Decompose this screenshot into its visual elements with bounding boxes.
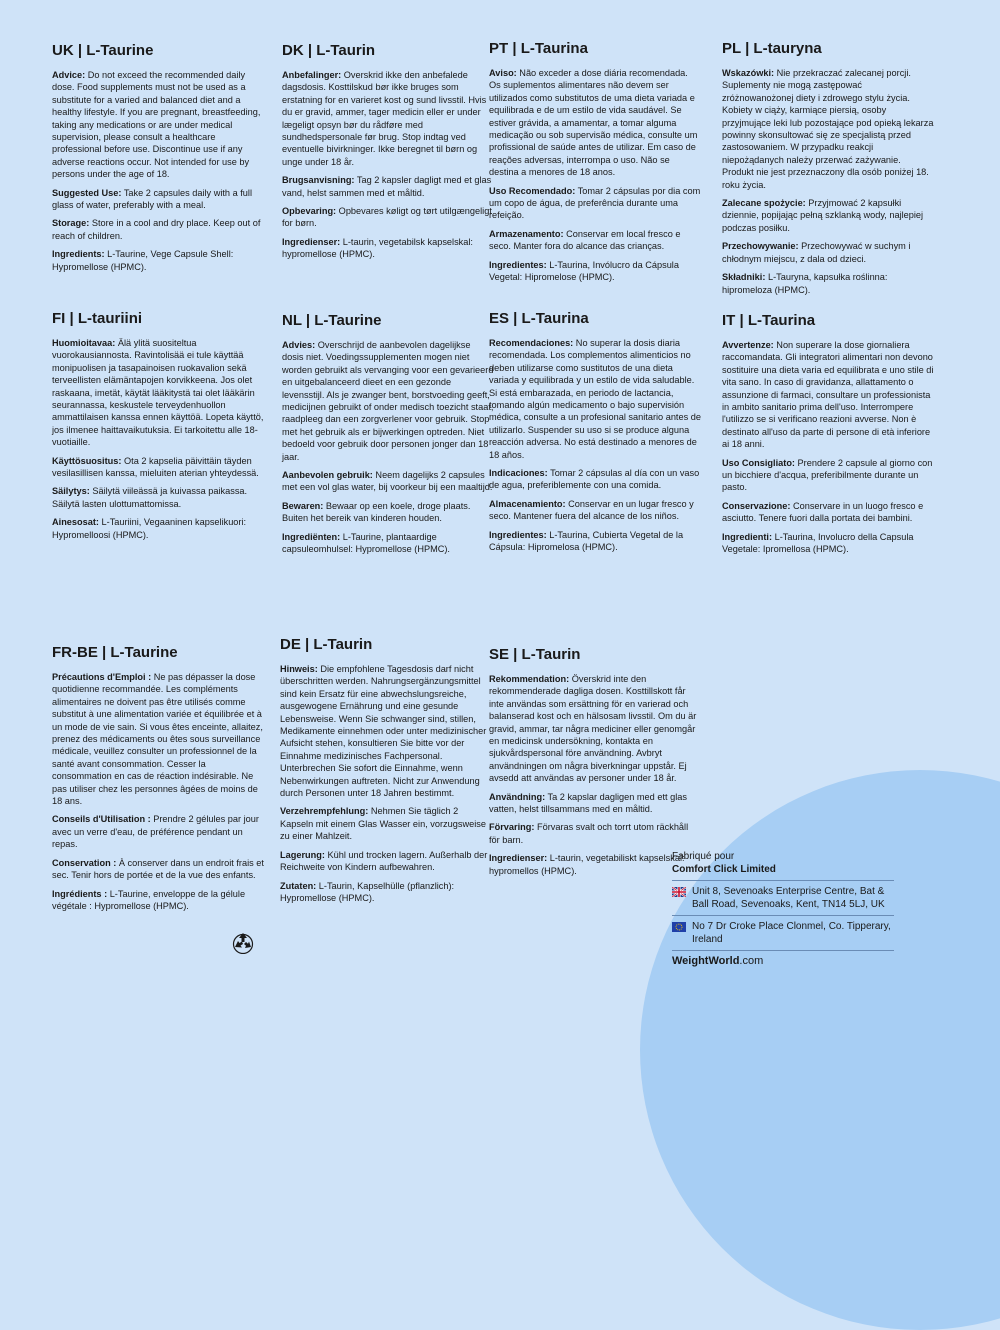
section-heading: FR-BE | L-Taurine — [52, 644, 178, 661]
uk-address: Unit 8, Sevenoaks Enterprise Centre, Bat & Ball Road, Sevenoaks, Kent, TN14 5LJ, UK — [692, 886, 885, 910]
section-se — [489, 646, 701, 883]
paragraph-label: Käyttösuositus: — [52, 455, 122, 466]
paragraph-label: Précautions d'Emploi : — [52, 672, 152, 682]
paragraph-label: Ingrédients : — [52, 888, 108, 899]
paragraph-text: Förvaras svalt och torrt utom räckhåll för barn. — [489, 822, 689, 845]
section-paragraph — [282, 205, 494, 230]
section-paragraph — [282, 469, 494, 494]
paragraph-label: Förvaring: — [489, 822, 535, 833]
paragraph-label: Zalecane spożycie: — [722, 198, 806, 209]
paragraph-label: Suggested Use: — [52, 187, 122, 198]
paragraph-label: Hinweis: — [280, 664, 318, 674]
paragraph-label: Opbevaring: — [282, 206, 337, 217]
paragraph-label: Składniki: — [722, 272, 766, 283]
paragraph-text: Conservar em local fresco e seco. Manter fora do alcance das crianças. — [489, 228, 681, 252]
website[interactable] — [672, 950, 894, 968]
section-paragraph — [280, 880, 492, 905]
paragraph-text: Nehmen Sie täglich 2 Kapseln mit einem Glas Wasser ein, vorzugsweise zu einer Mahlzeit. — [280, 806, 486, 842]
paragraph-text: Die empfohlene Tagesdosis darf nicht überschritten werden. Nahrungsergänzungsmittel sind kein Ersatz für eine abwechslungsreiche, ausgewogene Ernährung und eine gesunde Lebensweise. Wenn Sie schwanger sind, stillen, Medikamente einnehmen oder unter medizinischer Aufsicht stehen, konsultieren Sie bitte vor der Einnahme medizinisches Fachpersonal. Unterbrechen Sie sofort die Einnahme, wenn Nebenwirkungen auftreten. Nicht zur Anwendung durch Personen unter 18 Jahren bestimmt. — [280, 664, 487, 799]
section-paragraph — [52, 516, 264, 541]
section-paragraph — [489, 467, 701, 492]
paragraph-label: Wskazówki: — [722, 68, 775, 78]
paragraph-text: L-Tauriini, Vegaaninen kapselikuori: Hypromelloosi (HPMC). — [52, 517, 247, 540]
section-it — [722, 312, 934, 562]
section-heading: DE | L-Taurin — [280, 636, 373, 653]
section-fr-be — [52, 644, 264, 918]
paragraph-label: Anbefalinger: — [282, 70, 342, 80]
paragraph-text: Opbevares køligt og tørt utilgængeligt for børn. — [282, 206, 492, 229]
paragraph-text: Overskrid ikke den anbefalede dagsdosis. Kosttilskud bør ikke bruges som erstatning for en varieret kost og sund livsstil. Hvis du er gravid, ammer, tager medicin eller er under lægeligt opsyn bør du rådføre med sundhedspersonale før brug. Stop indtag ved eventuelle bivirkninger. Ikke beregnet til børn og unge under 18 år. — [282, 70, 487, 167]
section-paragraph — [52, 69, 264, 181]
paragraph-text: L-Taurina, Invólucro da Cápsula Vegetal: Hipromelose (HPMC). — [489, 259, 679, 283]
section-paragraph — [489, 498, 701, 523]
eu-address-row — [672, 915, 894, 950]
section-paragraph — [722, 531, 934, 556]
paragraph-text: Przyjmować 2 kapsułki dziennie, popijając pełną szklanką wody, najlepiej podczas posiłku. — [722, 198, 924, 233]
paragraph-label: Ingredientes: — [489, 529, 547, 540]
section-heading: UK | L-Taurine — [52, 42, 154, 59]
paragraph-text: Não exceder a dose diária recomendada. Os suplementos alimentares não devem ser utilizados como substitutos de uma dieta variada e equilibrada e de um estilo de vida saudável. Se estiver grávida, a amamentar, a tomar alguma medicação ou sob supervisão médica, consulte um profissional de saúde antes de utilizar. Em caso de reações adversas, interrompa o uso. Não se destina a menores de 18 anos. — [489, 68, 698, 178]
paragraph-label: Ainesosat: — [52, 517, 99, 528]
section-paragraph — [282, 531, 494, 556]
paragraph-label: Aviso: — [489, 68, 517, 78]
section-pl — [722, 40, 934, 302]
paragraph-text: L-Taurina, Involucro della Capsula Vegetale: Ipromellosa (HPMC). — [722, 531, 914, 555]
paragraph-label: Verzehrempfehlung: — [280, 806, 369, 817]
paragraph-label: Recomendaciones: — [489, 338, 574, 348]
paragraph-text: Säilytä viileässä ja kuivassa paikassa. Säilytä lasten ulottumattomissa. — [52, 486, 248, 509]
section-paragraph — [280, 805, 492, 842]
paragraph-text: Kühl und trocken lagern. Außerhalb der Reichweite von Kindern aufbewahren. — [280, 849, 488, 873]
section-paragraph — [282, 69, 494, 168]
section-dk — [282, 42, 494, 267]
paragraph-text: Överskrid inte den rekommenderade dagliga dosen. Kosttillskott får inte användas som ersättning för en varierad och balanserad kost och en hälsosam livsstil. Om du är gravid, ammar, tar några mediciner eller genomgår en medicinsk undersökning, kontakta en sjukvårdspersonal före användning. Avbryt användningen om några biverkningar uppstår. Ej avsedd att användas av personer under 18 år. — [489, 674, 697, 784]
section-paragraph — [722, 271, 934, 296]
paragraph-text: Prendere 2 capsule al giorno con un bicchiere d'acqua, preferibilmente durante un pasto. — [722, 457, 933, 493]
section-paragraph — [489, 673, 701, 785]
section-paragraph — [489, 852, 701, 877]
paragraph-label: Brugsanvisning: — [282, 175, 355, 186]
section-paragraph — [722, 240, 934, 265]
section-heading: NL | L-Taurine — [282, 312, 382, 329]
eu-address: No 7 Dr Croke Place Clonmel, Co. Tipperary, Ireland — [692, 921, 891, 945]
section-uk — [52, 42, 264, 279]
section-paragraph — [489, 337, 701, 461]
paragraph-label: Ingredienser: — [489, 853, 548, 864]
paragraph-text: No superar la dosis diaria recomendada. Los complementos alimenticios no deben utilizarse como sustitutos de una dieta variada y equilibrada y un estilo de vida saludable. Si está embarazada, en periodo de lactancia, tomando algún medicamento o bajo supervisión médica, consulte a un profesional sanitario antes de utilizarlo. Suspender su uso si se produce alguna reacción adversa. No está destinado a menores de 18 años. — [489, 338, 701, 460]
paragraph-label: Conseils d'Utilisation : — [52, 814, 151, 825]
section-paragraph — [282, 500, 494, 525]
section-pt — [489, 40, 701, 290]
paragraph-text: L-taurin, vegetabiliskt kapselskal: hypromellos (HPMC). — [489, 853, 685, 876]
paragraph-label: Advice: — [52, 70, 86, 80]
recycle-icon — [231, 930, 255, 954]
paragraph-text: Ta 2 kapslar dagligen med ett glas vatten, helst tillsammans med en måltid. — [489, 791, 687, 815]
paragraph-label: Ingredienti: — [722, 531, 773, 542]
section-nl — [282, 312, 494, 562]
section-paragraph — [489, 67, 701, 179]
section-heading: FI | L-tauriini — [52, 310, 143, 327]
website-brand: WeightWorld — [672, 955, 740, 967]
paragraph-text: L-Taurina, Cubierta Vegetal de la Cápsula: Hipromelosa (HPMC). — [489, 529, 684, 553]
section-paragraph — [282, 236, 494, 261]
paragraph-label: Användning: — [489, 791, 546, 802]
paragraph-label: Storage: — [52, 218, 90, 229]
section-paragraph — [722, 67, 934, 191]
paragraph-label: Bewaren: — [282, 500, 324, 511]
section-paragraph — [52, 857, 264, 882]
paragraph-text: L-Taurin, Kapselhülle (pflanzlich): Hypromellose (HPMC). — [280, 880, 455, 903]
paragraph-label: Säilytys: — [52, 486, 90, 497]
paragraph-text: L-taurin, vegetabilsk kapselskal: hypromellose (HPMC). — [282, 236, 473, 260]
paragraph-label: Ingredienser: — [282, 236, 341, 247]
section-paragraph — [52, 455, 264, 480]
paragraph-text: Do not exceed the recommended daily dose. Food supplements must not be used as a substitute for a varied and balanced diet and a healthy lifestyle. If you are pregnant, breastfeeding, taking any medications or are under medical supervision, please consult a healthcare professional before use. Discontinue use if any adverse reactions occur. Not intended for use by persons under the age of 18. — [52, 70, 261, 180]
paragraph-text: Prendre 2 gélules par jour avec un verre d'eau, de préférence pendant un repas. — [52, 814, 259, 850]
section-heading: PL | L-tauryna — [722, 40, 822, 57]
paragraph-label: Conservazione: — [722, 500, 791, 511]
section-paragraph — [722, 500, 934, 525]
paragraph-label: Rekommendation: — [489, 674, 570, 684]
paragraph-label: Uso Consigliato: — [722, 457, 795, 468]
paragraph-text: Bewaar op een koele, droge plaats. Buiten het bereik van kinderen houden. — [282, 500, 471, 524]
paragraph-label: Lagerung: — [280, 849, 325, 860]
paragraph-label: Armazenamento: — [489, 228, 564, 239]
section-es — [489, 310, 701, 560]
paragraph-label: Aanbevolen gebruik: — [282, 470, 373, 481]
section-paragraph — [52, 813, 264, 850]
paragraph-label: Huomioitavaa: — [52, 338, 116, 348]
section-paragraph — [282, 339, 494, 463]
section-de — [280, 636, 492, 910]
paragraph-text: Przechowywać w suchym i chłodnym miejscu, z dala od dzieci. — [722, 241, 911, 264]
paragraph-label: Zutaten: — [280, 880, 317, 891]
section-paragraph — [280, 663, 492, 799]
section-heading: SE | L-Taurin — [489, 646, 581, 663]
paragraph-text: Nie przekraczać zalecanej porcji. Suplementy nie mogą zastępować zróżnowanożonej diety i zdrowego stylu życia. Kobiety w ciąży, karmiące piersią, osoby przyjmujące leki lub pozostające pod opieką lekarza powinny skonsultować się ze specjalistą przed zastosowaniem. W przypadku reakcji niepożądanych należy przerwać zażywanie. Produkt nie jest przeznaczony dla osób poniżej 18. roku życia. — [722, 68, 934, 190]
section-paragraph — [52, 888, 264, 913]
section-paragraph — [489, 259, 701, 284]
paragraph-text: Take 2 capsules daily with a full glass of water, preferably with a meal. — [52, 187, 253, 211]
paragraph-text: L-Taurine, enveloppe de la gélule végétale : Hypromellose (HPMC). — [52, 888, 246, 911]
section-paragraph — [52, 248, 264, 273]
made-for-label: Fabriqué pour — [672, 851, 735, 862]
paragraph-text: Non superare la dose giornaliera raccomandata. Gli integratori alimentari non devono sostituire una dieta varia ed equilibrata e uno stile di vita sano. In caso di gravidanza, allattamento o assunzione di farmaci, consultare un professionista in ambito sanitario prima dell'uso. Interrompere l'utilizzo se si verificano reazioni avverse. Non è destinato all'uso da parte di persone di età inferiore ai 18 anni. — [722, 340, 934, 450]
paragraph-label: Ingredients: — [52, 249, 105, 260]
paragraph-text: Conservar en un lugar fresco y seco. Mantener fuera del alcance de los niños. — [489, 498, 694, 522]
paragraph-text: Store in a cool and dry place. Keep out of reach of children. — [52, 218, 261, 241]
section-paragraph — [52, 217, 264, 242]
paragraph-text: Conservare in un luogo fresco e asciutto. Tenere fuori dalla portata dei bambini. — [722, 500, 924, 524]
paragraph-text: Tomar 2 cápsulas por dia com um copo de água, de preferência durante uma refeição. — [489, 185, 701, 221]
paragraph-text: Älä ylitä suositeltua vuorokausiannosta. Ravintolisää ei tule käyttää monipuolisen ja tasapainoisen ruokavalion sekä terveellisten elämäntapojen korvikkeena. Jos olet raskaana, imetät, käytät lääkitystä tai olet lääkärin seurannassa, keskustele terveydenhuollon ammattilaisen kanssa ennen käyttöä. Lopeta käyttö, jos ilmenee haittavaikutuksia. Ei tarkoitettu alle 18-vuotiaille. — [52, 338, 264, 448]
section-fi — [52, 310, 264, 547]
section-paragraph — [722, 339, 934, 451]
paragraph-label: Uso Recomendado: — [489, 185, 576, 196]
section-paragraph — [52, 337, 264, 449]
section-paragraph — [52, 187, 264, 212]
paragraph-text: À conserver dans un endroit frais et sec. Tenir hors de portée et de la vue des enfants. — [52, 857, 264, 881]
paragraph-label: Advies: — [282, 340, 316, 350]
section-paragraph — [722, 197, 934, 234]
manufacturer-info — [672, 850, 894, 968]
section-paragraph — [489, 791, 701, 816]
section-paragraph — [489, 228, 701, 253]
paragraph-label: Ingredientes: — [489, 259, 547, 270]
section-heading: IT | L-Taurina — [722, 312, 816, 329]
paragraph-text: L-Tauryna, kapsułka roślinna: hipromeloza (HPMC). — [722, 272, 888, 295]
paragraph-text: Neem dagelijks 2 capsules met een vol glas water, bij voorkeur bij een maaltijd. — [282, 470, 493, 493]
paragraph-text: Overschrijd de aanbevolen dagelijkse dosis niet. Voedingssupplementen mogen niet worden gebruikt als vervanging voor een gevarieerd en uitgebalanceerd dieet en een gezonde levensstijl. Als je zwanger bent, borstvoeding geeft, medicijnen gebruikt of onder medisch toezicht staat, raadpleeg dan een zorgverlener voor gebruik. Stop met het gebruik als er bijwerkingen optreden. Niet bedoeld voor gebruik door personen jonger dan 18 jaar. — [282, 340, 494, 462]
company-name: Comfort Click Limited — [672, 864, 776, 875]
section-paragraph — [282, 174, 494, 199]
section-paragraph — [52, 671, 264, 807]
section-paragraph — [280, 849, 492, 874]
paragraph-label: Przechowywanie: — [722, 241, 799, 252]
eu-flag-icon — [672, 922, 686, 932]
section-paragraph — [489, 185, 701, 222]
paragraph-label: Conservation : — [52, 857, 117, 868]
section-heading: PT | L-Taurina — [489, 40, 588, 57]
paragraph-text: Ota 2 kapselia päivittäin täyden vesilasillisen kanssa, mieluiten aterian yhteydessä. — [52, 455, 259, 479]
website-domain: .com — [739, 955, 764, 967]
section-heading: DK | L-Taurin — [282, 42, 376, 59]
section-heading: ES | L-Taurina — [489, 310, 589, 327]
paragraph-text: Tomar 2 cápsulas al día con un vaso de agua, preferiblemente con una comida. — [489, 468, 700, 491]
paragraph-text: L-Taurine, plantaardige capsuleomhulsel: Hypromellose (HPMC). — [282, 531, 450, 555]
paragraph-text: Ne pas dépasser la dose quotidienne recommandée. Les compléments alimentaires ne doivent pas être utilisés comme substitut à une alimentation variée et équilibrée et à un mode de vie sain. Si vous êtes enceinte, allaitez, prenez des médicaments ou êtes sous surveillance médicale, veuillez consulter un professionnel de la santé avant consommation. Cesser la consommation en cas de réaction indésirable. Ne pas utiliser chez les personnes âgées de moins de 18 ans. — [52, 672, 263, 807]
uk-flag-icon — [672, 887, 686, 897]
uk-address-row — [672, 880, 894, 915]
paragraph-text: Tag 2 kapsler dagligt med et glas vand, helst sammen med et måltid. — [282, 175, 492, 198]
section-paragraph — [489, 529, 701, 554]
section-paragraph — [52, 485, 264, 510]
paragraph-label: Avvertenze: — [722, 340, 774, 350]
section-paragraph — [722, 457, 934, 494]
paragraph-label: Indicaciones: — [489, 468, 548, 479]
paragraph-label: Almacenamiento: — [489, 498, 566, 509]
paragraph-text: L-Taurine, Vege Capsule Shell: Hypromellose (HPMC). — [52, 249, 234, 272]
section-paragraph — [489, 821, 701, 846]
paragraph-label: Ingrediënten: — [282, 531, 341, 542]
